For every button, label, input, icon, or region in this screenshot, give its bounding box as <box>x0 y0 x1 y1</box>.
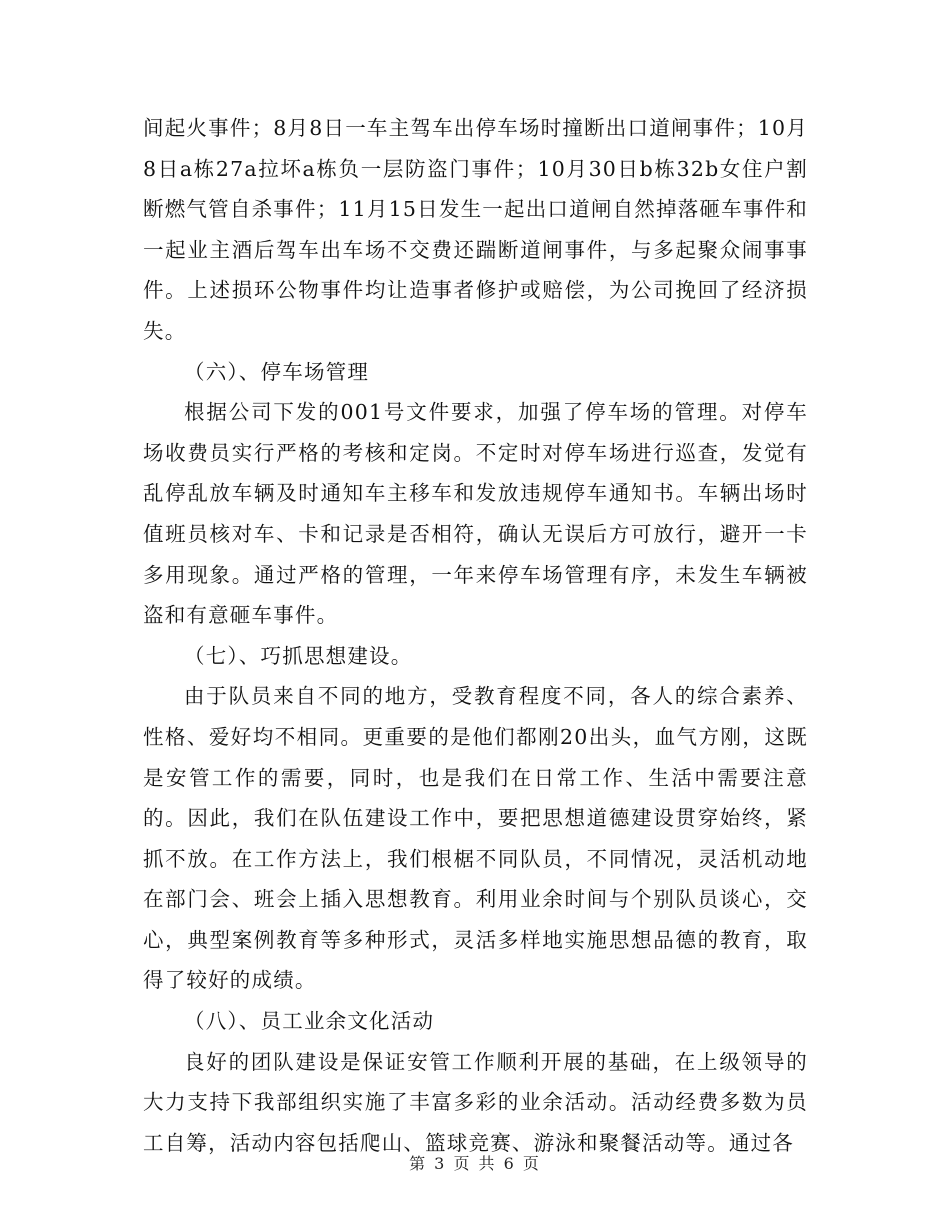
paragraph-activities: 良好的团队建设是保证安管工作顺利开展的基础，在上级领导的大力支持下我部组织实施了丰富多彩的业余活动。活动经费多数为员工自筹，活动内容包括爬山、篮球竞赛、游泳和聚餐活动等。通过各 <box>143 1049 808 1155</box>
document-page <box>143 108 808 1163</box>
paragraph-parking: 根据公司下发的001号文件要求，加强了停车场的管理。对停车场收费员实行严格的考核和定岗。不定时对停车场进行巡查，发觉有乱停乱放车辆及时通知车主移车和发放违规停车通知书。车辆出场时值班员核对车、卡和记录是否相符，确认无误后方可放行，避开一卡多用现象。通过严格的管理，一年来停车场管理有序，未发生车辆被盗和有意砸车事件。 <box>143 400 808 628</box>
section-heading-ideology: （七）、巧抓思想建设。 <box>184 643 413 668</box>
paragraph-ideology: 由于队员来自不同的地方，受教育程度不同，各人的综合素养、性格、爱好均不相同。更重要的是他们都刚20出头，血气方刚，这既是安管工作的需要，同时，也是我们在日常工作、生活中需要注意的。因此，我们在队伍建设工作中，要把思想道德建设贯穿始终，紧抓不放。在工作方法上，我们根椐不同队员，不同情况，灵活机动地在部门会、班会上插入思想教育。利用业余时间与个别队员谈心，交心，典型案例教育等多种形式，灵活多样地实施思想品德的教育，取得了较好的成绩。 <box>143 684 808 993</box>
section-heading-parking: （六）、停车场管理 <box>184 359 370 384</box>
paragraph-continuation: 间起火事件；8月8日一车主驾车出停车场时撞断出口道闸事件；10月8日a栋27a拉坏a栋负一层防盗门事件；10月30日b栋32b女住户割断燃气管自杀事件；11月15日发生一起出口道闸自然掉落砸车事件和一起业主酒后驾车出车场不交费还踹断道闸事件，与多起聚众闹事事件。上述损环公物事件均让造事者修护或赔偿，为公司挽回了经济损失。 <box>143 116 808 343</box>
page-number-footer: 第 3 页 共 6 页 <box>409 1154 541 1173</box>
section-heading-activities: （八）、员工业余文化活动 <box>184 1009 435 1034</box>
